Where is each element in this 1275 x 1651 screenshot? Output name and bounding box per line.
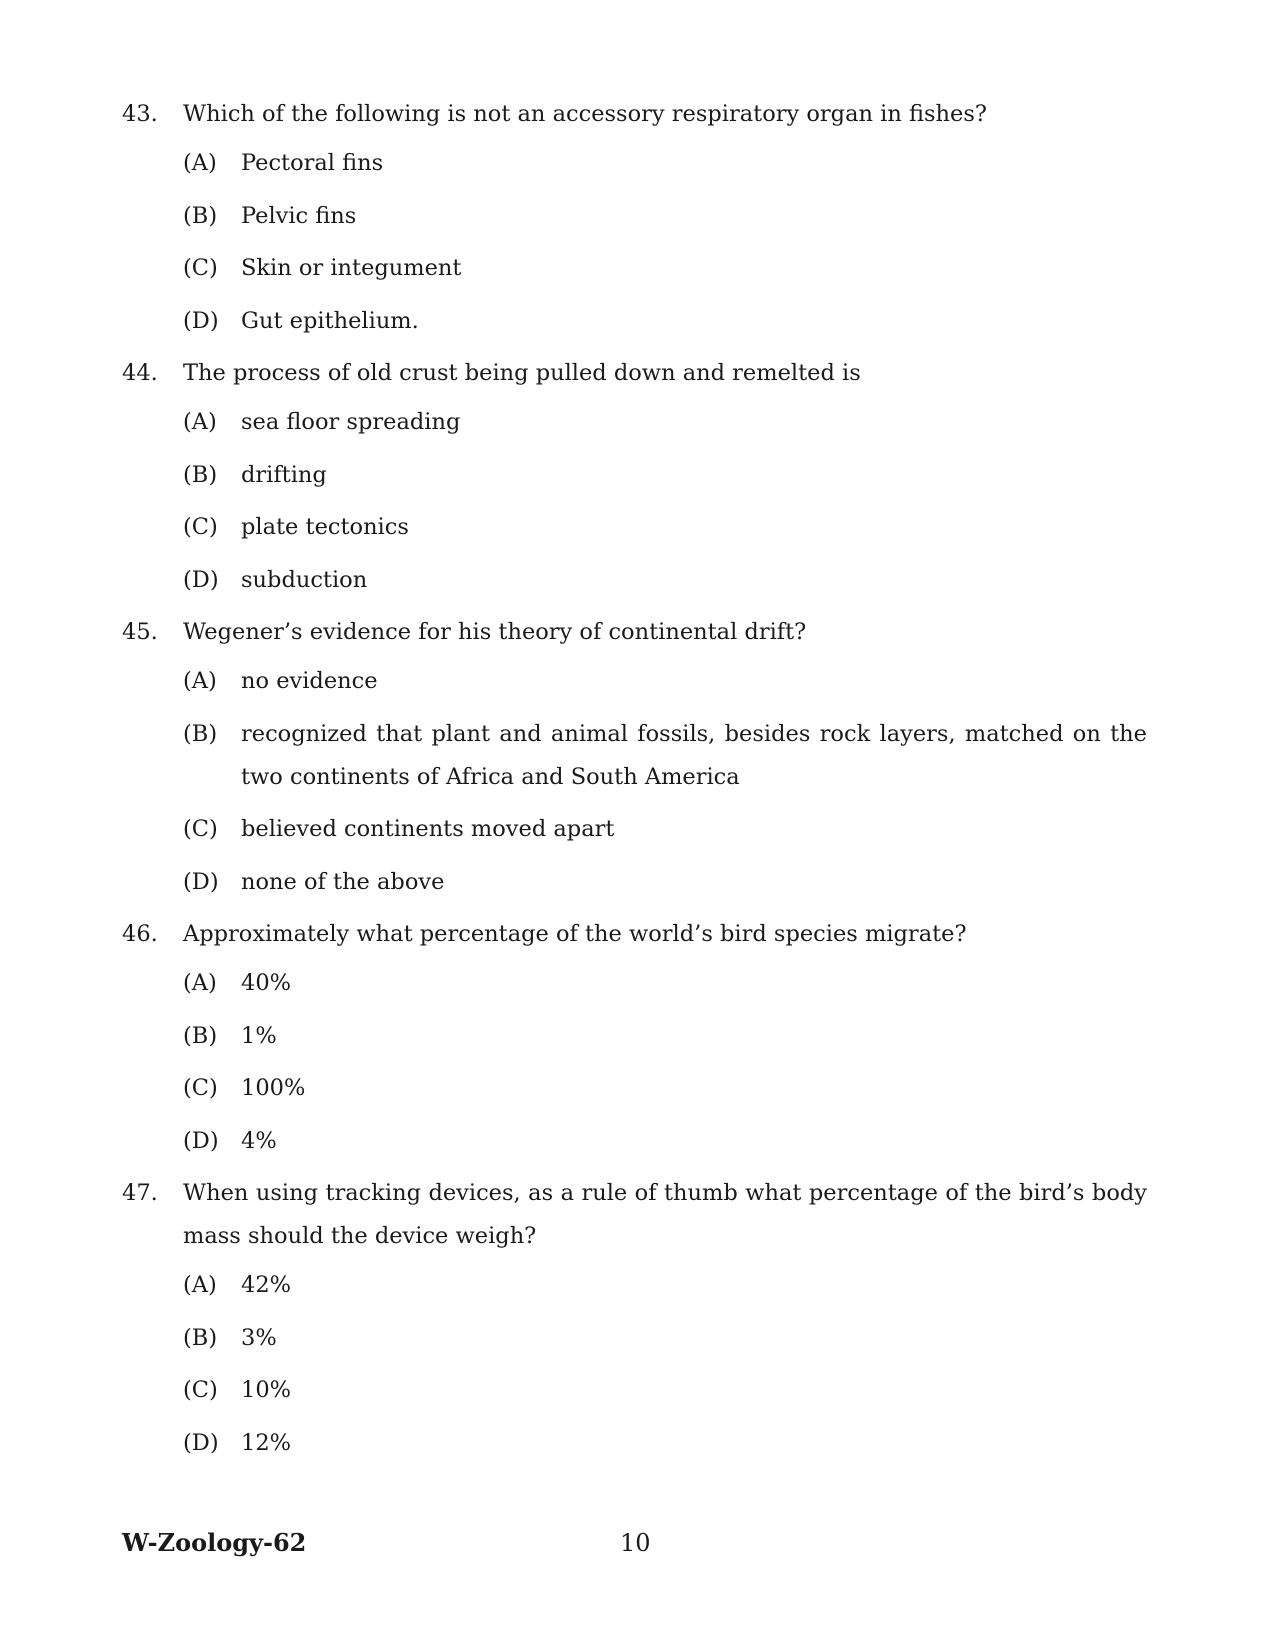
option-label: (D): [183, 868, 219, 895]
option-b: [122, 713, 1147, 799]
question-number: 44.: [122, 360, 158, 386]
option-list: [122, 142, 1147, 343]
page-footer: [122, 1523, 1147, 1563]
option-label: (D): [183, 307, 219, 334]
option-list: [122, 1264, 1147, 1465]
question-45: [122, 611, 1147, 904]
option-text: recognized that plant and animal fossils, besides rock layers, matched on the two continents of Africa and South America: [241, 720, 1147, 790]
option-label: (A): [183, 970, 217, 996]
option-label: (B): [183, 202, 218, 229]
option-b: [122, 1317, 1147, 1360]
option-label: (D): [183, 566, 219, 593]
question-43: [122, 93, 1147, 343]
question-text: Approximately what percentage of the world’s bird species migrate?: [183, 921, 967, 947]
question-stem: [122, 93, 1147, 136]
question-number: 45.: [122, 619, 158, 645]
option-label: (A): [183, 668, 217, 694]
option-b: [122, 195, 1147, 238]
option-d: [122, 300, 1147, 343]
option-text: 40%: [241, 970, 292, 996]
option-b: [122, 1015, 1147, 1058]
question-47: [122, 1172, 1147, 1465]
option-label: (D): [183, 1127, 219, 1154]
question-stem: [122, 1172, 1147, 1258]
option-c: [122, 506, 1147, 549]
option-text: 3%: [241, 1324, 277, 1351]
question-text: Wegener’s evidence for his theory of continental drift?: [183, 619, 807, 645]
option-text: sea floor spreading: [241, 409, 461, 435]
question-number: 47.: [122, 1180, 158, 1206]
option-label: (C): [183, 1377, 218, 1403]
option-a: [122, 1264, 1147, 1307]
option-list: [122, 962, 1147, 1163]
question-number: 46.: [122, 921, 158, 947]
option-text: subduction: [241, 566, 368, 593]
option-text: 42%: [241, 1272, 292, 1298]
option-a: [122, 142, 1147, 185]
option-label: (C): [183, 255, 218, 281]
option-label: (B): [183, 1022, 218, 1049]
option-text: drifting: [241, 461, 327, 488]
option-label: (A): [183, 409, 217, 435]
option-text: plate tectonics: [241, 514, 409, 540]
option-a: [122, 401, 1147, 444]
option-d: [122, 1422, 1147, 1465]
option-text: 100%: [241, 1075, 306, 1101]
question-46: [122, 913, 1147, 1163]
option-text: 12%: [241, 1429, 292, 1456]
option-text: 1%: [241, 1022, 277, 1049]
option-c: [122, 808, 1147, 851]
option-a: [122, 660, 1147, 703]
question-text: Which of the following is not an accessory respiratory organ in fishes?: [183, 101, 987, 127]
option-text: believed continents moved apart: [241, 816, 615, 842]
question-text: The process of old crust being pulled down and remelted is: [183, 360, 861, 386]
option-label: (C): [183, 1075, 218, 1101]
question-stem: [122, 913, 1147, 956]
option-d: [122, 861, 1147, 904]
option-text: 10%: [241, 1377, 292, 1403]
question-list: [122, 93, 1147, 1474]
option-b: [122, 454, 1147, 497]
option-label: (A): [183, 1272, 217, 1298]
option-c: [122, 1067, 1147, 1110]
option-label: (B): [183, 1324, 218, 1351]
question-text: When using tracking devices, as a rule of thumb what percentage of the bird’s body mass should the device weigh?: [183, 1180, 1147, 1249]
option-text: Skin or integument: [241, 255, 462, 281]
option-d: [122, 559, 1147, 602]
option-c: [122, 1369, 1147, 1412]
option-label: (D): [183, 1429, 219, 1456]
option-text: none of the above: [241, 868, 445, 895]
option-label: (C): [183, 816, 218, 842]
paper-code: W-Zoology-62: [122, 1528, 307, 1557]
option-list: [122, 660, 1147, 904]
option-list: [122, 401, 1147, 602]
option-text: Pectoral fins: [241, 150, 384, 176]
option-label: (C): [183, 514, 218, 540]
option-text: 4%: [241, 1127, 277, 1154]
option-d: [122, 1120, 1147, 1163]
option-text: Gut epithelium.: [241, 307, 419, 334]
question-stem: [122, 611, 1147, 654]
page-number: 10: [620, 1529, 651, 1557]
option-c: [122, 247, 1147, 290]
option-label: (B): [183, 720, 218, 747]
option-label: (A): [183, 150, 217, 176]
option-text: no evidence: [241, 668, 378, 694]
question-number: 43.: [122, 101, 158, 127]
option-text: Pelvic fins: [241, 202, 357, 229]
question-stem: [122, 352, 1147, 395]
question-44: [122, 352, 1147, 602]
option-a: [122, 962, 1147, 1005]
option-label: (B): [183, 461, 218, 488]
